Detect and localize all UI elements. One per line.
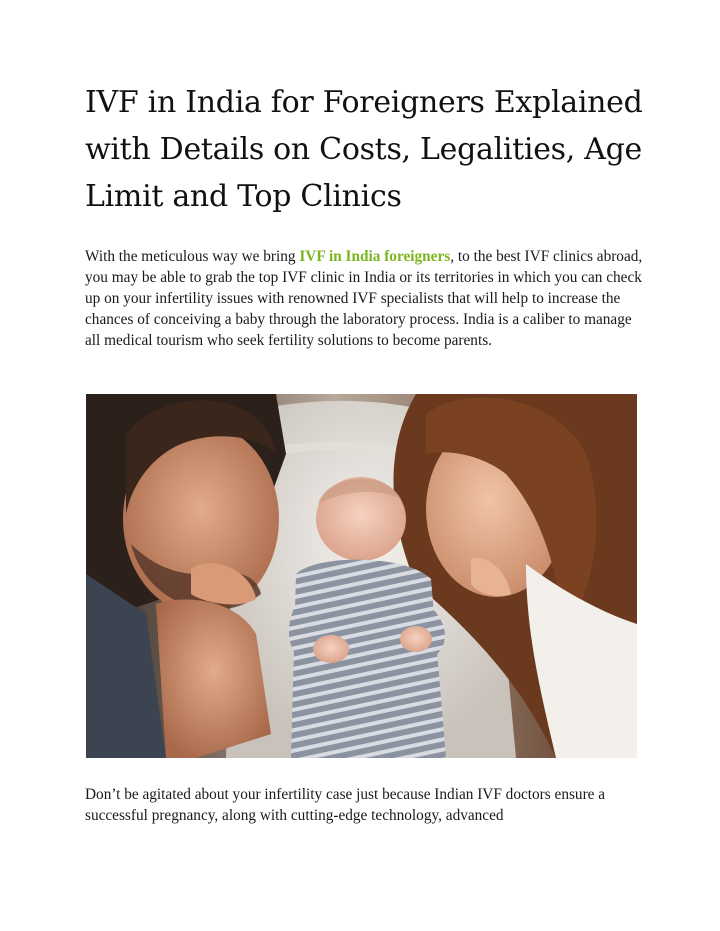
closing-paragraph: Don’t be agitated about your infertility case just because Indian IVF doctors ensure a successful pregnancy, along with cutting-edge technology, advanced	[85, 786, 606, 824]
ivf-india-foreigners-link[interactable]: IVF in India foreigners	[299, 248, 451, 265]
intro-text-before: With the meticulous way we bring	[85, 248, 300, 265]
intro-paragraph	[85, 246, 645, 351]
father	[86, 394, 286, 758]
intro-text-after: , to the best IVF clinics abroad, you may be able to grab the top IVF clinic in India or its territories in which you can check up on your infertility issues with renowned IVF specialists that will help to increase the chances of conceiving a baby through the laboratory process. India is a caliber to manage all medical tourism who seek fertility solutions to become parents.	[85, 248, 643, 349]
article-title: IVF in India for Foreigners Explained with Details on Costs, Legalities, Age Limit and Top Clinics	[85, 85, 643, 214]
family-newborn-photo	[86, 394, 637, 758]
